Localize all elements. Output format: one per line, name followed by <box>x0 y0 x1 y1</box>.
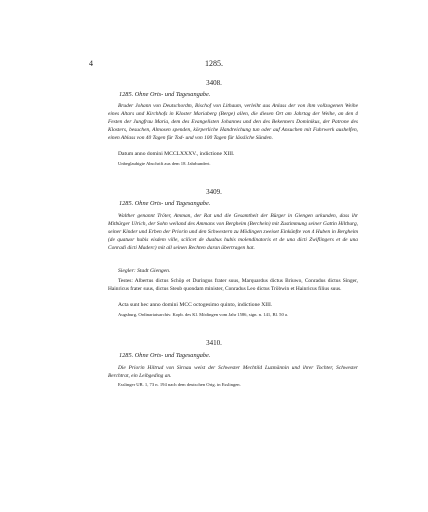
entry-witnesses-text: Testes: Albertus dictus Schöp et Duringus frater suus, Marquardus dictus Briuwo, Conradus dictus Singer, Hainricus frater suus, dictus Steub quondam minister, Conradus Leo dictus Tröbwin et Hainricus filius suus. <box>108 278 358 292</box>
entry-summary-text: Walther genannt Tröter, Amman, der Rat und die Gesamtheit der Bürger in Giengen urkunden, dass ihr Mitbürger Ulrich, der Sohn weiland des Ammans von Bergheim (Berchein) mit Zustimmung seiner Gattin Hiltburg, seiner Kinder und Erben der Priorin und den Schwestern zu Mödingen zweiset Einkünfte von 4 Huben in Bergheim (de quatuor hubis eisdem ville, scilicet de duabus hubis molendinatoris et de una dicti Zwiflingers et de una Conradi dicti Maderc) mit all seinen Rechten daran übertragen hat. <box>108 213 358 251</box>
entry-summary-text: Die Priorin Hiltrud von Sirnau weist der Schwester Mechtild Luzmännin und ihrer Tochter, Schwester Berchtrat, ein Leibgeding an. <box>108 365 358 379</box>
running-head: 1285. <box>205 59 223 68</box>
entry-date-heading: 1285. Ohne Orts- und Tagesangabe. <box>119 91 211 98</box>
entry-sealer: Siegler: Stadt Giengen. <box>118 268 171 274</box>
entry-date-heading: 1285. Ohne Orts- und Tagesangabe. <box>119 352 211 359</box>
entry-number: 3410. <box>206 339 222 347</box>
entry-dating: Datum anno domini MCCLXXXV., indictione XIII. <box>118 151 235 157</box>
entry-number: 3409. <box>206 188 222 196</box>
entry-number: 3408. <box>206 79 222 87</box>
entry-source: Unbeglaubigte Abschrift aus dem 18. Jahrhundert. <box>118 161 211 166</box>
entry-summary <box>108 364 358 380</box>
entry-source: Esslinger UB. 1, 73 n. 194 nach dem deutschen Orig. in Esslingen. <box>118 382 241 387</box>
entry-date-heading: 1285. Ohne Orts- und Tagesangabe. <box>119 200 211 207</box>
entry-dating: Acta sunt hec anno domini MCC octogesimo quinto, indictione XIII. <box>118 302 273 308</box>
entry-summary-text: Bruder Johann von Deutschordm, Bischof von Lithaum, verleiht aus Anlass der von ihm vollzogenen Weihe eines Altars und Kirchhofs in Kloster Mariaberg (Berge) allen, die diesen Ort am Jahrtag der Weihe, an den 4 Festen der Jungfrau Maria, dem des Evangelisten Johannes und den des Bekenners Dominikus, der Patrone des Klosters, besuchen, Almosen spenden, körperliche Handreichung tun oder auf Ansuchen mit Fuhrwerk aushelfen, einen Ablass von 40 Tagen für Tod- und von 100 Tagen für lässliche Sünden. <box>108 103 358 141</box>
entry-summary <box>108 102 358 142</box>
entry-source: Augsburg, Ordinariatsarchiv. Kopb. des Kl. Mödingen vom Jahr 1586, sign. n. 141, Bl. 50 a. <box>118 312 289 317</box>
page-number: 4 <box>89 59 93 68</box>
entry-summary <box>108 212 358 252</box>
entry-witnesses <box>108 277 358 293</box>
